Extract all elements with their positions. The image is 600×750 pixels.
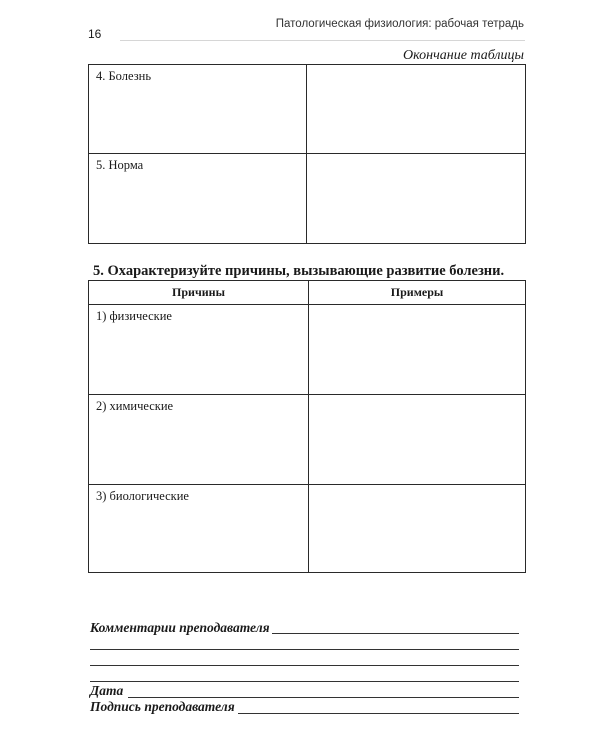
cause-cell (89, 305, 309, 395)
comments-line[interactable] (90, 665, 519, 666)
answer-text (307, 154, 525, 158)
example-text (309, 395, 525, 399)
comments-label: Комментарии преподавателя (90, 620, 270, 635)
table-row (89, 65, 526, 154)
cause-label: 2) химические (96, 399, 174, 413)
comments-line[interactable] (272, 633, 519, 634)
column-header-causes: Причины (89, 281, 309, 305)
answer-cell[interactable] (307, 154, 526, 244)
cause-cell (89, 485, 309, 573)
comments-line[interactable] (90, 681, 519, 682)
causes-table (88, 280, 526, 573)
date-label: Дата (90, 683, 124, 698)
comments-line[interactable] (90, 649, 519, 650)
cause-label: 1) физические (96, 309, 172, 323)
answer-text (307, 65, 525, 69)
answer-cell[interactable] (307, 65, 526, 154)
row-label: 5. Норма (96, 158, 144, 172)
example-text (309, 305, 525, 309)
signature-line[interactable] (238, 713, 519, 714)
row-label-cell (89, 154, 307, 244)
table-header-row (89, 281, 526, 305)
header-rule (120, 40, 525, 41)
row-label-cell (89, 65, 307, 154)
cause-label: 3) биологические (96, 489, 189, 503)
task-heading: 5. Охарактеризуйте причины, вызывающие развитие болезни. (93, 263, 505, 279)
example-text (309, 485, 525, 489)
example-cell[interactable] (309, 395, 526, 485)
table-row (89, 154, 526, 244)
table-row (89, 395, 526, 485)
date-line[interactable] (128, 697, 519, 698)
column-header-examples: Примеры (309, 281, 526, 305)
continuation-table (88, 64, 526, 244)
row-label: 4. Болезнь (96, 69, 152, 83)
table-row (89, 305, 526, 395)
continued-label: Окончание таблицы (403, 48, 524, 63)
table-row (89, 485, 526, 573)
signature-label: Подпись преподавателя (90, 699, 235, 714)
running-title: Патологическая физиология: рабочая тетрадь (275, 18, 524, 30)
cause-cell (89, 395, 309, 485)
page-number: 16 (88, 27, 102, 41)
example-cell[interactable] (309, 305, 526, 395)
example-cell[interactable] (309, 485, 526, 573)
